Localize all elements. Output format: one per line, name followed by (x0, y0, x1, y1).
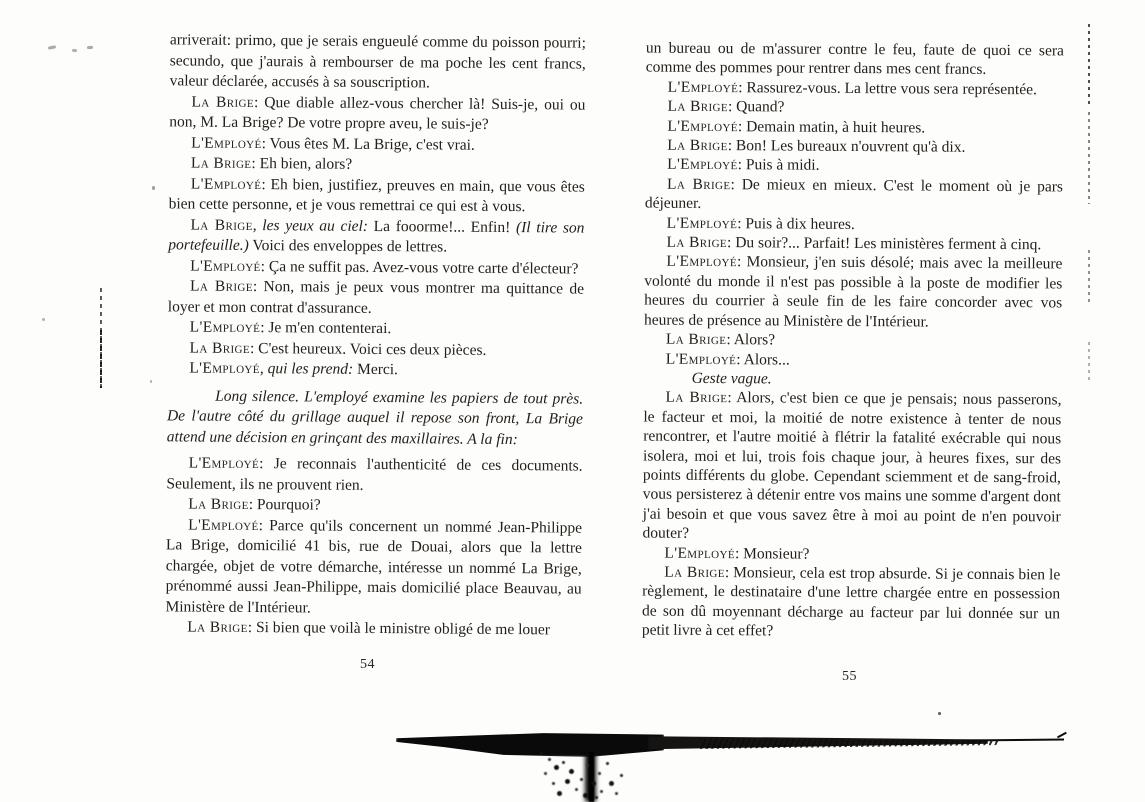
dialogue-text: : Rassurez-vous. La lettre vous sera représentée. (738, 78, 1037, 99)
scan-speck (72, 49, 77, 53)
dialogue-text: Geste vague. (691, 369, 772, 388)
paragraph-dialogue (165, 617, 581, 641)
paragraph-dialogue (642, 562, 1061, 643)
dialogue-text: , qui les prend: (259, 360, 354, 378)
paragraph-dialogue (168, 317, 584, 341)
paragraph-continuation (646, 39, 1064, 81)
dialogue-text: : Puis à midi. (737, 156, 820, 175)
dialogue-text: : Vous êtes M. La Brige, c'est vrai. (261, 134, 475, 154)
dialogue-text: : Quand? (727, 98, 785, 116)
scan-page-edge-dashes (1088, 24, 1090, 104)
speaker-name: La Brige (191, 93, 255, 111)
dialogue-text: arriverait: primo, que je serais engueulé comme du poisson pourri; secundo, que j'aurais à rembourser de ma poche les cent francs, valeur déclarée, accusés à sa souscription. (169, 31, 586, 92)
scan-smudge-speckles (540, 752, 543, 755)
speaker-name: La Brige (188, 495, 249, 513)
paragraph-dialogue (645, 155, 1063, 177)
speaker-name: La Brige (667, 136, 728, 155)
dialogue-text: : Alors? (726, 331, 776, 349)
speaker-name: L'Employé (665, 350, 737, 368)
speaker-name: L'Employé (189, 359, 260, 378)
paragraph-dialogue (165, 515, 582, 621)
dialogue-text: : Monsieur? (734, 544, 810, 563)
dialogue-text: Merci. (353, 360, 399, 379)
speaker-name: La Brige (666, 233, 728, 252)
paragraph-dialogue (644, 330, 1062, 352)
dialogue-text: , les yeux au ciel: (252, 216, 369, 235)
dialogue-text: : Si bien que voilà le ministre obligé de me louer (247, 618, 551, 639)
scan-speck (150, 380, 152, 383)
speaker-name: L'Employé (190, 175, 262, 193)
scan-smudge-end-hook (1057, 732, 1067, 739)
right-page-text-column (642, 39, 1064, 643)
scan-page-edge-dashes (1088, 112, 1090, 204)
scan-page-edge-dashes (1088, 342, 1090, 384)
dialogue-text: : Monsieur, cela est trop absurde. Si je connais bien le règlement, le destinataire d'une lettre chargée entre en possession de son dû moyennant décharge au facteur par lui donnée sur un petit livre à cet effet? (641, 564, 1061, 640)
paragraph-dialogue (645, 97, 1063, 119)
dialogue-text: : Puis à dix heures. (737, 214, 855, 233)
dialogue-text: : Parce qu'ils concernent un nommé Jean-Philippe La Brige, domicilié 41 bis, rue de Douai, alors que la lettre chargée, objet de votre démarche, intéresse un nommé La Brige, prénommé aussi Jean-Philippe, mais domicilié place Beauvau, au Ministère de l'Intérieur. (165, 516, 583, 616)
dialogue-text: : Pourquoi? (248, 496, 321, 514)
speaker-name: La Brige (664, 563, 725, 582)
dialogue-text: : Eh bien, alors? (251, 155, 353, 173)
speaker-name: La Brige (187, 618, 248, 636)
paragraph-continuation (170, 30, 586, 95)
scan-speck (152, 186, 155, 190)
paragraph-dialogue (168, 215, 584, 259)
right-page-number: 55 (842, 669, 857, 684)
dialogue-text: : Je m'en contenterai. (260, 319, 392, 338)
speaker-name: La Brige (666, 175, 731, 193)
speaker-name: La Brige (190, 216, 253, 234)
speaker-name: L'Employé (191, 134, 262, 152)
paragraph-stage-block (167, 386, 583, 451)
scan-speck (87, 46, 93, 50)
dialogue-text: : Du soir?... Parfait! Les ministères ferment à cinq. (727, 234, 1042, 254)
speaker-name: La Brige (665, 330, 727, 349)
dialogue-text: un bureau ou de m'assurer contre le feu, faute de quoi ce sera comme des pommes pour rentrer dans mes cent francs. (645, 39, 1064, 79)
speaker-name: La Brige (190, 154, 252, 173)
scan-speck (938, 712, 941, 715)
dialogue-text: : Non, mais je peux vous montrer ma quittance de loyer et mon contrat d'assurance. (167, 278, 585, 317)
scan-smudge-vertical-core (589, 752, 594, 802)
paragraph-dialogue (168, 276, 584, 320)
speaker-name: La Brige (667, 97, 729, 116)
speaker-name: L'Employé (189, 318, 261, 337)
paragraph-dialogue (166, 494, 582, 518)
paragraph-dialogue (645, 174, 1063, 216)
speaker-name: La Brige (665, 388, 728, 407)
dialogue-text: : Alors, c'est bien ce que je pensais; nous passerons, le facteur et moi, la moitié de notre existence à tenter de nous rencontrer, et l'autre moitié à flétrir la fatalité exécrable qui nous isolera, moi et lui, trois fois chaque jour, à heures fixes, sur des points différents du globe. Cependant sciemment et de sang-froid, vous persisterez à détenir entre vos mains une somme d'argent dont j'ai besoin et que vous savez être à moi au point de n'en pouvoir douter? (642, 389, 1062, 543)
dialogue-text: : Bon! Les bureaux n'ouvrent qu'à dix. (727, 137, 966, 156)
dialogue-text: (Il tire son portefeuille.) (168, 218, 585, 254)
speaker-name: L'Employé (188, 454, 260, 473)
paragraph-dialogue (644, 252, 1063, 333)
dialogue-text: : Alors... (736, 350, 790, 369)
dialogue-text: La fooorme!... Enfin! (367, 217, 517, 236)
paragraph-dialogue (642, 388, 1061, 546)
speaker-name: La Brige (189, 277, 254, 296)
dialogue-text: : Ça ne suffit pas. Avez-vous votre carte d'électeur? (260, 257, 579, 278)
speaker-name: L'Employé (666, 214, 738, 232)
speaker-name: L'Employé (667, 117, 739, 135)
speaker-name: L'Employé (664, 544, 736, 562)
paragraph-dialogue (169, 92, 585, 136)
speaker-name: L'Employé (666, 253, 738, 271)
paragraph-dialogue (169, 153, 585, 177)
scan-speck (42, 318, 45, 321)
left-page-number: 54 (360, 657, 375, 672)
dialogue-text: Voici des enveloppes de lettres. (248, 236, 448, 256)
speaker-name: L'Employé (188, 516, 259, 534)
paragraph-dialogue (169, 174, 585, 218)
scan-page-edge-dashes (1088, 250, 1090, 302)
dialogue-text: Long silence. L'employé examine les papiers de tout près. De l'autre côté du grillage auquel il repose son front, La Brige attend une décision en grinçant des maxillaires. A la fin: (166, 387, 584, 448)
scan-smudge-wedge (396, 731, 664, 757)
scan-smudge-tail-line (962, 738, 1064, 741)
dialogue-text: : Monsieur, j'en suis désolé; mais avec la meilleure volonté du monde il n'est pas possible à la poste de modifier les heures du courrier à seule fin de les faire concorder avec vos heures de présence au Ministère de l'Intérieur. (643, 253, 1063, 331)
dialogue-text: : De mieux en mieux. C'est le moment où je pars déjeuner. (644, 175, 1064, 213)
dialogue-text: : Que diable allez-vous chercher là! Suis-je, oui ou non, M. La Brige? De votre propre aveu, le suis-je? (169, 93, 586, 133)
dialogue-text: : Demain matin, à huit heures. (737, 117, 926, 137)
paragraph-dialogue (166, 453, 582, 497)
speaker-name: L'Employé (190, 257, 261, 275)
speaker-name: L'Employé (667, 78, 739, 96)
dialogue-text: : Je reconnais l'authenticité de ces documents. Seulement, ils ne prouvent rien. (166, 455, 583, 494)
dialogue-text: : Eh bien, justifiez, preuves en main, que vous êtes bien cette personne, et je vous remettrai ce qui est à vous. (168, 175, 585, 216)
scan-speck (48, 45, 56, 50)
paragraph-dialogue (167, 358, 583, 382)
scan-streak-left-core (100, 330, 102, 388)
dialogue-text: : C'est heureux. Voici ces deux pièces. (249, 339, 487, 359)
speaker-name: La Brige (189, 339, 251, 357)
left-page-text-column (165, 30, 586, 641)
speaker-name: L'Employé (667, 156, 738, 174)
